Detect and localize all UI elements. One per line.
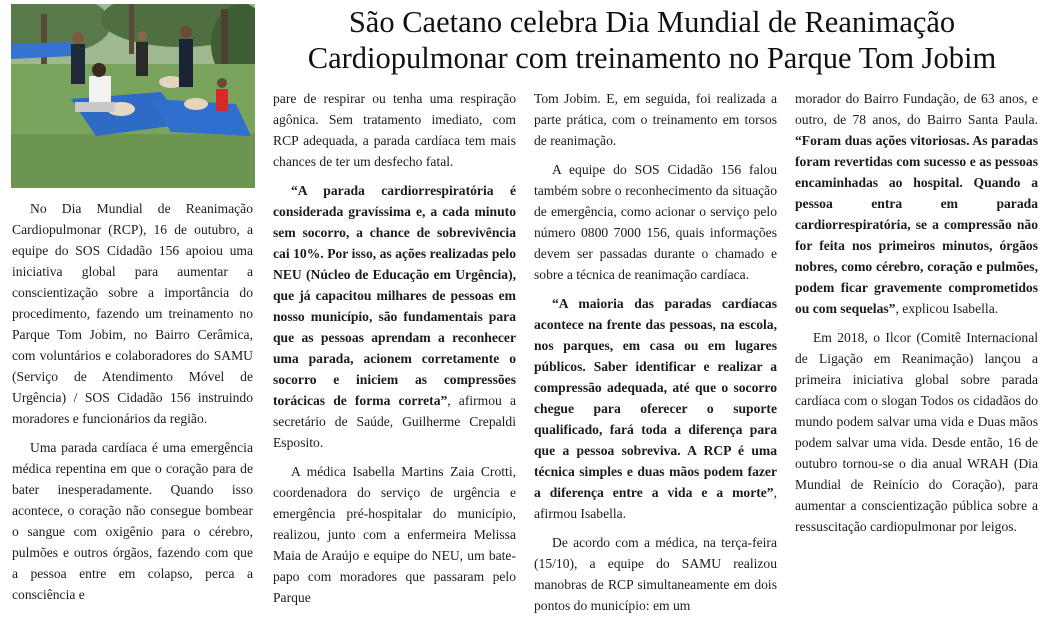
quote-attribution: , afirmou a secretário de Saúde, Guilherme Crepaldi Esposito.: [273, 393, 516, 450]
quote-text: “A maioria das paradas cardíacas acontece na frente das pessoas, na escola, nos parques, em casa ou em lugares públicos. Saber identificar e realizar a compressão adequada, até que o socorro chegue para oferecer o suporte qualificado, fará toda a diferença para que a pessoa sobreviva. A RCP é uma técnica simples e duas mãos podem fazer a diferença entre a vida e a morte”: [534, 296, 777, 500]
article-column-1: [12, 198, 253, 636]
quote-text: “A parada cardiorrespiratória é considerada gravíssima e, a cada minuto sem socorro, a chance de sobrevivência cai 10%. Por isso, as ações realizadas pelo NEU (Núcleo de Educação em Urgência), que já capacitou milhares de pessoas em nosso município, são fundamentais para que as pessoas aprendam a reconhecer uma parada, acionem corretamente o socorro e iniciem as compressões torácicas de forma correta”: [273, 183, 516, 408]
paragraph: De acordo com a médica, na terça-feira (15/10), a equipe do SAMU realizou manobras de RCP simultaneamente em dois pontos do município: em um: [534, 535, 777, 613]
paragraph: Tom Jobim. E, em seguida, foi realizada a parte prática, com o treinamento em torsos de reanimação.: [534, 91, 777, 148]
quote-paragraph: [273, 180, 516, 453]
quote-paragraph: [534, 293, 777, 524]
paragraph: Em 2018, o Ilcor (Comitê Internacional de Ligação em Reanimação) lançou a primeira iniciativa global sobre parada cardíaca com o slogan Todos os cidadãos do mundo podem salvar uma vida e Duas mãos podem salvar uma vida. Desde então, 16 de outubro tornou-se o dia anual WRAH (Dia Mundial de Reinício do Coração), para aumentar a conscientização pública sobre a ressuscitação cardiopulmonar por leigos.: [795, 330, 1038, 534]
cpr-training-photo: [11, 4, 255, 188]
quote-attribution: , explicou Isabella.: [895, 301, 999, 316]
article-column-3: [534, 88, 777, 636]
paragraph: A médica Isabella Martins Zaia Crotti, coordenadora do serviço de urgência e emergência pré-hospitalar do município, realizou, junto com a enfermeira Melissa Maia de Araújo e equipe do NEU, um bate-papo com moradores que passaram pelo Parque: [273, 464, 516, 605]
quote-paragraph: [795, 88, 1038, 319]
quote-attribution: , afirmou Isabella.: [534, 485, 777, 521]
article-column-4: [795, 88, 1038, 636]
paragraph: Uma parada cardíaca é uma emergência médica repentina em que o coração para de bater inesperadamente. Quando isso acontece, o coração não consegue bombear o sangue com oxigênio para o cérebro, pulmões e outros órgãos, fazendo com que a pessoa entre em colapso, perca a consciência e: [12, 440, 253, 602]
quote-text: “Foram duas ações vitoriosas. As paradas foram revertidas com sucesso e as pessoas encaminhadas ao hospital. Quando a pessoa entra em parada cardiorrespiratória, se a compressão não for feita nos primeiros minutos, órgãos nobres, como cérebro, coração e pulmões, podem ficar gravemente comprometidos ou com sequelas”: [795, 133, 1038, 316]
paragraph: No Dia Mundial de Reanimação Cardiopulmonar (RCP), 16 de outubro, a equipe do SOS Cidadão 156 apoiou uma iniciativa global para aumentar a conscientização sobre a importância do procedimento, fazendo um treinamento no Parque Tom Jobim, no Bairro Cerâmica, com voluntários e colaboradores do SAMU (Serviço de Atendimento Móvel de Urgência) / SOS Cidadão 156 instruindo moradores e funcionários da região.: [12, 201, 253, 426]
paragraph-lead: morador do Bairro Fundação, de 63 anos, e outro, de 78 anos, do Bairro Santa Paula.: [795, 91, 1038, 127]
paragraph: pare de respirar ou tenha uma respiração agônica. Sem tratamento imediato, com RCP adequada, a parada cardíaca tem mais chances de ter um desfecho fatal.: [273, 91, 516, 169]
article-headline: [262, 4, 1042, 76]
article-column-2: [273, 88, 516, 636]
article-photo: [11, 4, 255, 188]
paragraph: A equipe do SOS Cidadão 156 falou também sobre o reconhecimento da situação de emergência, como acionar o serviço pelo número 0800 7000 156, quais informações devem ser passadas durante o chamado e sobre a técnica de reanimação cardíaca.: [534, 162, 777, 282]
headline-line-1: São Caetano celebra Dia Mundial de Reanimação: [348, 5, 956, 39]
headline-line-2: Cardiopulmonar com treinamento no Parque Tom Jobim: [307, 41, 997, 75]
